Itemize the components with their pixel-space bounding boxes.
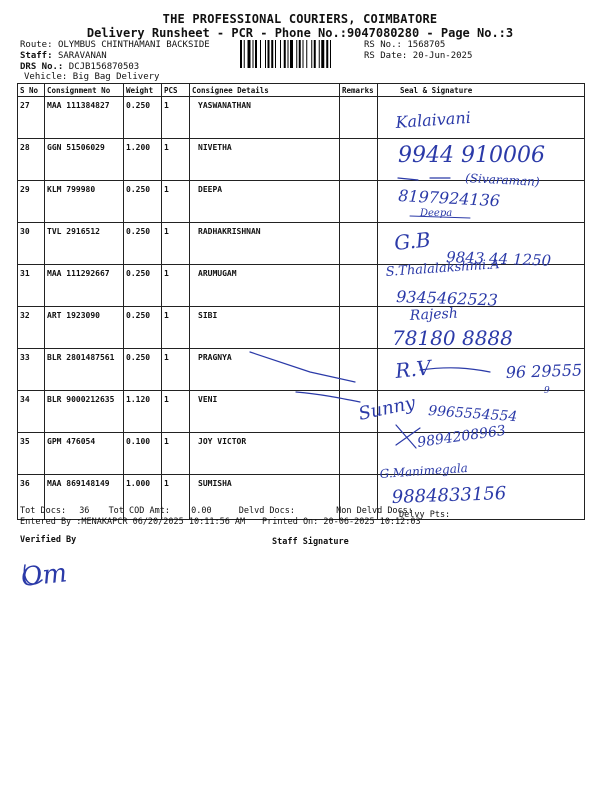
sno-cell: 36 [18, 475, 45, 520]
sno-cell: 35 [18, 433, 45, 475]
sno-cell: 32 [18, 307, 45, 349]
table-row [18, 223, 585, 265]
consignment-cell: MAA 869148149 [45, 475, 124, 520]
rs-date-value: 20-Jun-2025 [412, 51, 473, 61]
handwritten-text: S.Thalalakshmi.A [385, 257, 501, 280]
barcode-bar [330, 40, 331, 68]
weight-cell: 0.100 [124, 433, 162, 475]
col-seal-signature: Seal & Signature [378, 84, 585, 97]
barcode-bar [288, 40, 289, 68]
consignee-cell: JOY VICTOR [190, 433, 340, 475]
signature-cell [378, 223, 585, 265]
rs-no-label: RS No.: [364, 40, 402, 50]
weight-cell: 1.000 [124, 475, 162, 520]
weight-cell: 1.200 [124, 139, 162, 181]
consignment-cell: MAA 111384827 [45, 97, 124, 139]
pcs-cell: 1 [162, 349, 190, 391]
handwritten-text: 9965554554 [427, 403, 518, 426]
route-label: Route: [20, 40, 53, 50]
handwritten-text: G.Manimegala [379, 460, 469, 481]
barcode-bar [275, 40, 276, 68]
signature-cell [378, 181, 585, 223]
barcode-bar [321, 40, 324, 68]
printed-on [262, 517, 421, 527]
remarks-cell [340, 97, 378, 139]
handwritten-text: Om [19, 558, 69, 593]
handwritten-text: Rajesh [409, 305, 459, 324]
consignee-cell: YASWANATHAN [190, 97, 340, 139]
consignee-cell: PRAGNYA [190, 349, 340, 391]
barcode-bar [260, 40, 261, 68]
delvd-docs-label: Delvd Docs: [238, 506, 296, 516]
barcode-bar [265, 40, 266, 68]
tot-docs-value: 36 [79, 506, 90, 516]
delvy-pts-label: Delvy Pts: [399, 510, 451, 520]
staff-signature-label: Staff Signature [272, 537, 349, 547]
weight-cell: 0.250 [124, 223, 162, 265]
signature-cell [378, 307, 585, 349]
consignee-cell: DEEPA [190, 181, 340, 223]
barcode-bar [284, 40, 286, 68]
handwritten-text: Kalaivani [394, 107, 472, 132]
pcs-cell: 1 [162, 223, 190, 265]
printed-on-text: Printed On: 20-06-2025 10:12:03 [262, 517, 421, 527]
remarks-cell [340, 391, 378, 433]
barcode-bar [319, 40, 320, 68]
barcode-bar [268, 40, 270, 68]
handwritten-text: 9345462523 [395, 287, 499, 310]
staff-value: SARAVANAN [57, 51, 107, 61]
barcode-bar [255, 40, 257, 68]
consignee-cell: SUMISHA [190, 475, 340, 520]
handwritten-text: 96 29555 [505, 360, 583, 382]
col-sno: S No [18, 84, 45, 97]
pcs-cell: 1 [162, 433, 190, 475]
company-title: THE PROFESSIONAL COURIERS, COIMBATORE [162, 12, 438, 26]
handwritten-text: R.V [394, 355, 433, 383]
pcs-cell: 1 [162, 307, 190, 349]
consignee-cell: RADHAKRISHNAN [190, 223, 340, 265]
pen-stroke [24, 565, 42, 584]
consignment-cell: BLR 9000212635 [45, 391, 124, 433]
consignment-cell: MAA 111292667 [45, 265, 124, 307]
tot-cod-label: Tot COD Amt: [108, 506, 170, 516]
non-delvd-docs-label: Non Delvd Docs: [336, 506, 413, 516]
rs-date-label: RS Date: [364, 51, 408, 61]
remarks-cell [340, 307, 378, 349]
consignment-cell: TVL 2916512 [45, 223, 124, 265]
consignee-cell: ARUMUGAM [190, 265, 340, 307]
table-row [18, 265, 585, 307]
barcode [240, 40, 357, 68]
table-row [18, 97, 585, 139]
col-consignment: Consignment No [45, 84, 124, 97]
pcs-cell: 1 [162, 139, 190, 181]
rs-date-line [364, 51, 472, 62]
tot-cod-value: 0.00 [191, 506, 212, 516]
barcode-bar [290, 40, 293, 68]
handwritten-text: Deepa [420, 208, 453, 219]
entered-by [20, 517, 245, 527]
handwritten-text: 78180 8888 [392, 326, 513, 350]
sno-cell: 33 [18, 349, 45, 391]
col-weight: Weight [124, 84, 162, 97]
consignment-cell: BLR 2801487561 [45, 349, 124, 391]
sno-cell: 30 [18, 223, 45, 265]
barcode-bar [253, 40, 254, 68]
weight-cell: 0.250 [124, 307, 162, 349]
rs-no-line [364, 40, 445, 51]
table-row [18, 391, 585, 433]
remarks-cell [340, 433, 378, 475]
vehicle-label: Vehicle: [24, 72, 68, 82]
weight-cell: 0.250 [124, 265, 162, 307]
handwritten-text: 9884833156 [391, 483, 507, 508]
remarks-cell [340, 223, 378, 265]
staff-line [20, 51, 107, 62]
staff-label: Staff: [20, 51, 53, 61]
handwritten-text: Sunny [356, 392, 418, 425]
barcode-bar [244, 40, 245, 68]
vehicle-line [24, 72, 159, 83]
barcode-bar [240, 40, 242, 68]
signature-cell [378, 391, 585, 433]
barcode-bar [299, 40, 301, 68]
pcs-cell: 1 [162, 181, 190, 223]
handwritten-text: 8197924136 [397, 186, 501, 211]
weight-cell: 0.250 [124, 349, 162, 391]
sno-cell: 27 [18, 97, 45, 139]
totals-line [20, 506, 413, 516]
entered-by-text: Entered By :MENAKAPCR 06/20/2025 10:11:56 AM [20, 517, 246, 527]
remarks-cell [340, 349, 378, 391]
table-header-row [18, 84, 585, 97]
remarks-cell [340, 139, 378, 181]
remarks-cell [340, 265, 378, 307]
consignment-cell: ART 1923090 [45, 307, 124, 349]
consignment-cell: GPM 476054 [45, 433, 124, 475]
handwritten-text: 9843 44 1250 [445, 248, 552, 270]
sno-cell: 31 [18, 265, 45, 307]
barcode-bar [248, 40, 251, 68]
pcs-cell: 1 [162, 475, 190, 520]
signature-cell [378, 265, 585, 307]
table-row [18, 307, 585, 349]
route-value: OLYMBUS CHINTHAMANI BACKSIDE [57, 40, 210, 50]
rs-no-value: 1568705 [407, 40, 446, 50]
handwritten-text: G.B [393, 227, 432, 255]
tot-docs-label: Tot Docs: [20, 506, 67, 516]
drs-value: DCJB156870503 [68, 62, 140, 72]
pcs-cell: 1 [162, 391, 190, 433]
table-row [18, 349, 585, 391]
table-row [18, 139, 585, 181]
signature-cell [378, 433, 585, 475]
handwritten-text: 9944 910006 [398, 143, 545, 168]
weight-cell: 0.250 [124, 97, 162, 139]
weight-cell: 1.120 [124, 391, 162, 433]
col-remarks: Remarks [340, 84, 378, 97]
sno-cell: 29 [18, 181, 45, 223]
runsheet-title: Delivery Runsheet - PCR - Phone No.:9047080280 - Page No.:3 [86, 26, 514, 40]
verified-by-label: Verified By [20, 535, 77, 545]
pcs-cell: 1 [162, 97, 190, 139]
barcode-bar [296, 40, 297, 68]
consignee-cell: VENI [190, 391, 340, 433]
consignment-cell: GGN 51506029 [45, 139, 124, 181]
handwritten-text: 9894208963 [416, 422, 507, 451]
consignee-cell: SIBI [190, 307, 340, 349]
weight-cell: 0.250 [124, 181, 162, 223]
table-row [18, 433, 585, 475]
consignment-cell: KLM 799980 [45, 181, 124, 223]
route-line [20, 40, 210, 51]
drs-label: DRS No.: [20, 62, 64, 72]
table-row [18, 181, 585, 223]
barcode-bar [303, 40, 304, 68]
barcode-bar [311, 40, 312, 68]
handwritten-text: (Sivaraman) [464, 171, 540, 189]
barcode-bar [314, 40, 316, 68]
sno-cell: 34 [18, 391, 45, 433]
signature-cell [378, 139, 585, 181]
runsheet-table [17, 83, 584, 503]
barcode-bar [280, 40, 281, 68]
signature-cell [378, 97, 585, 139]
barcode-bar [306, 40, 307, 68]
barcode-bar [271, 40, 273, 68]
remarks-cell [340, 181, 378, 223]
col-consignee: Consignee Details [190, 84, 340, 97]
consignee-cell: NIVETHA [190, 139, 340, 181]
col-pcs: PCS [162, 84, 190, 97]
barcode-bar [326, 40, 328, 68]
handwritten-text: 9 [544, 386, 550, 396]
vehicle-value: Big Bag Delivery [72, 72, 160, 82]
sno-cell: 28 [18, 139, 45, 181]
pcs-cell: 1 [162, 265, 190, 307]
signature-cell [378, 349, 585, 391]
